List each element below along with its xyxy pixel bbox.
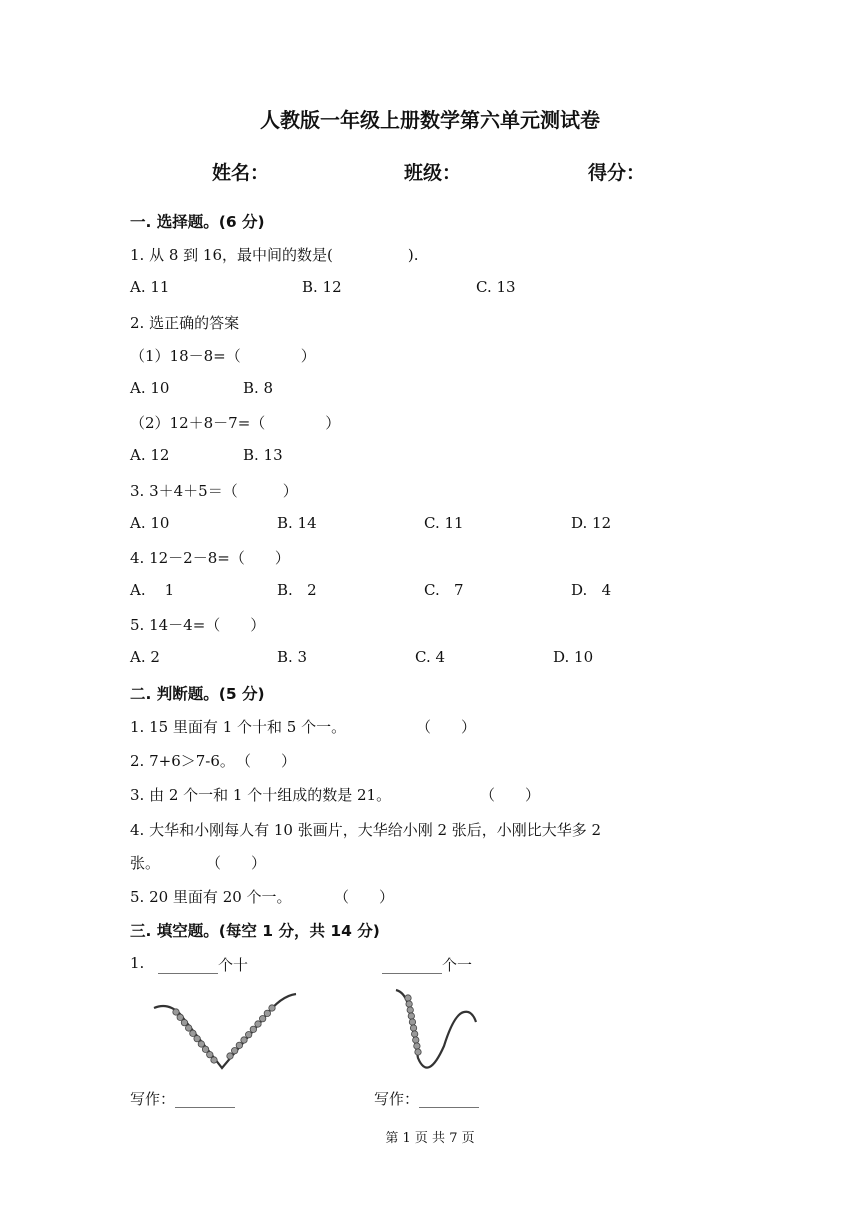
bead [259,1015,265,1021]
q1-3-option-d: D. 12 [571,514,612,532]
bead [407,1007,413,1013]
name-label: 姓名： [212,162,270,184]
q2-1-text: 1. 15 里面有 1 个十和 5 个一。 [130,718,347,736]
bead [211,1057,217,1063]
q1-4-option-b: B. 2 [277,581,317,599]
q1-2-sub1-option-a: A. 10 [130,379,170,397]
section-3-heading: 三. 填空题。(每空 1 分，共 14 分) [130,922,380,940]
q1-3-option-c: C. 11 [424,514,464,532]
bead [190,1030,196,1036]
bead [408,1013,414,1019]
page-title: 人教版一年级上册数学第六单元测试卷 [260,108,600,132]
q1-3-option-a: A. 10 [130,514,170,532]
bead [250,1026,256,1032]
bead [405,995,411,1001]
q1-5-option-d: D. 10 [553,648,594,666]
bead [231,1047,237,1053]
section-1-heading: 一. 选择题。(6 分) [130,213,265,231]
bead [241,1037,247,1043]
bead [269,1005,275,1011]
bead [255,1021,261,1027]
q2-4-blank: （ ） [206,854,267,872]
q1-5-option-c: C. 4 [415,648,446,666]
bead-string-wave-image [392,986,482,1071]
q3-1-ones-blank: ________个一 [382,956,473,974]
q1-4-text: 4. 12－2－8=（ ） [130,549,290,567]
bead [185,1025,191,1031]
bead [245,1031,251,1037]
q1-4-option-d: D. 4 [571,581,612,599]
q2-2-text: 2. 7+6＞7-6。 [130,752,235,770]
q2-3-text: 3. 由 2 个一和 1 个十组成的数是 21。 [130,786,392,804]
bead [411,1031,417,1037]
q1-5-option-b: B. 3 [277,648,308,666]
bead [409,1019,415,1025]
q1-5-text: 5. 14－4=（ ） [130,616,266,634]
bead [194,1035,200,1041]
q1-2-sub1-option-b: B. 8 [243,379,274,397]
section-2-heading: 二. 判断题。(5 分) [130,685,265,703]
q2-2-blank: （ ） [236,752,297,770]
q1-4-option-c: C. 7 [424,581,464,599]
q1-2-sub2-option-b: B. 13 [243,446,283,464]
bead [227,1053,233,1059]
score-label: 得分： [588,162,646,184]
bead-string-v-image [150,990,300,1075]
q2-1-blank: （ ） [416,718,477,736]
q2-3-blank: （ ） [480,786,541,804]
q3-1-number: 1. [130,954,145,972]
q2-5-text: 5. 20 里面有 20 个一。 [130,888,292,906]
bead [415,1049,421,1055]
q1-2-sub2-text: （2）12＋8－7=（ ） [130,414,341,432]
q2-5-blank: （ ） [334,888,395,906]
bead [406,1001,412,1007]
q1-3-text: 3. 3＋4＋5＝（ ） [130,482,298,500]
bead [264,1010,270,1016]
q3-1-write-1: 写作：________ [130,1090,236,1108]
q3-1-write-2: 写作：________ [374,1090,480,1108]
q2-4-text: 4. 大华和小刚每人有 10 张画片，大华给小刚 2 张后，小刚比大华多 2 [130,821,602,839]
bead [181,1019,187,1025]
q1-1-option-b: B. 12 [302,278,342,296]
q1-1-option-a: A. 11 [130,278,170,296]
q1-3-option-b: B. 14 [277,514,317,532]
bead [173,1009,179,1015]
q1-2-sub2-option-a: A. 12 [130,446,170,464]
q1-4-option-a: A. 1 [130,581,175,599]
bead [410,1025,416,1031]
bead [413,1037,419,1043]
page-footer: 第 1 页 共 7 页 [385,1131,475,1146]
bead [177,1014,183,1020]
q3-1-tens-blank: ________个十 [158,956,249,974]
bead [202,1046,208,1052]
class-label: 班级： [404,162,462,184]
q1-2-sub1-text: （1）18－8=（ ） [130,347,316,365]
q1-1-text: 1. 从 8 到 16，最中间的数是( ). [130,246,419,264]
bead [207,1051,213,1057]
q1-5-option-a: A. 2 [130,648,160,666]
q1-1-option-c: C. 13 [476,278,516,296]
bead [414,1043,420,1049]
q1-2-text: 2. 选正确的答案 [130,314,240,332]
bead [198,1041,204,1047]
q2-4-cont: 张。 [130,854,161,872]
bead [236,1042,242,1048]
